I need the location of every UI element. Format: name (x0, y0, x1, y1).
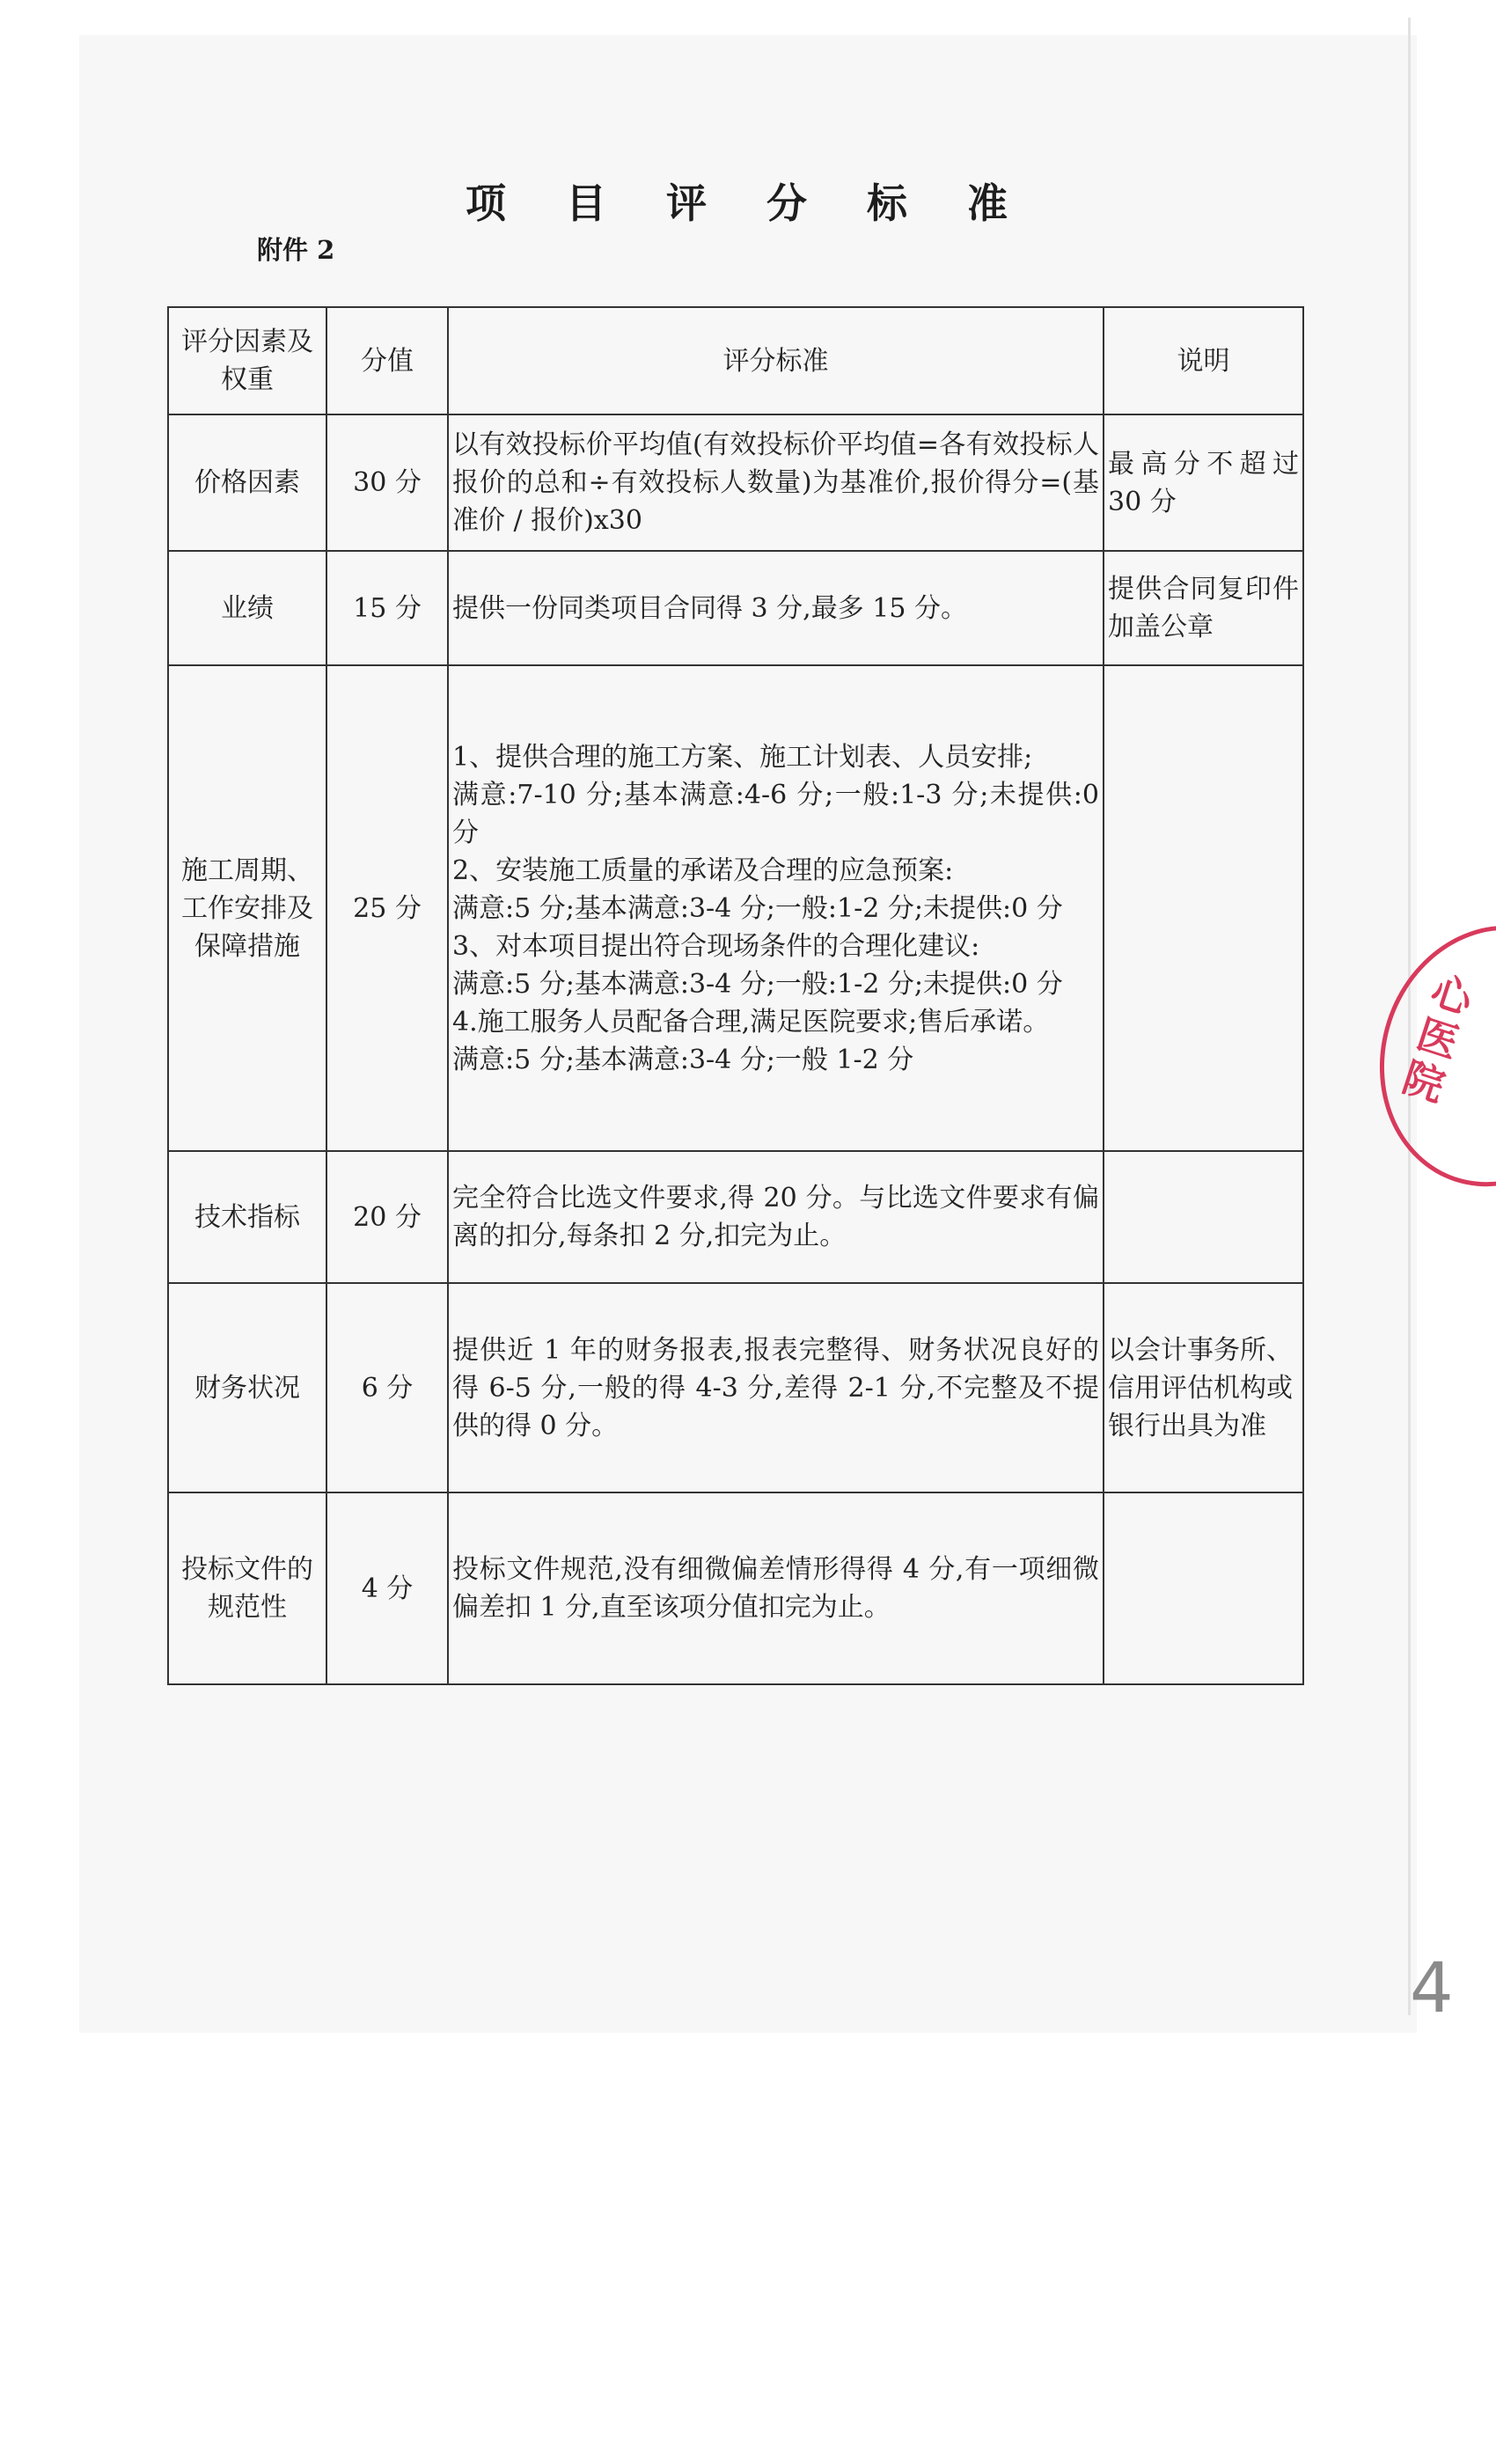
table-header-row (168, 307, 1303, 414)
header-note: 说明 (1104, 307, 1303, 414)
criteria-cell (448, 1492, 1104, 1684)
factor-cell: 投标文件的规范性 (168, 1492, 326, 1684)
header-score: 分值 (326, 307, 448, 414)
criteria-text: 提供一份同类项目合同得 3 分,最多 15 分。 (452, 592, 967, 624)
factor-cell: 价格因素 (168, 414, 326, 551)
criteria-line: 1、提供合理的施工方案、施工计划表、人员安排; (452, 741, 1033, 773)
header-criteria: 评分标准 (448, 307, 1104, 414)
factor-cell: 财务状况 (168, 1283, 326, 1492)
score-cell: 4 分 (326, 1492, 448, 1684)
criteria-line: 满意:7-10 分;基本满意:4-6 分;一般:1-3 分;未提供:0 分 (452, 779, 1099, 848)
note-cell (1104, 665, 1303, 1151)
note-cell: 最高分不超过 30 分 (1104, 414, 1303, 551)
criteria-line: 满意:5 分;基本满意:3-4 分;一般 1-2 分 (452, 1044, 914, 1075)
page-number: 4 (1410, 1949, 1454, 2028)
criteria-cell (448, 1283, 1104, 1492)
score-cell: 6 分 (326, 1283, 448, 1492)
attachment-label: 附件 2 (257, 235, 335, 265)
criteria-cell (448, 1151, 1104, 1283)
criteria-line: 3、对本项目提出符合现场条件的合理化建议: (452, 930, 980, 962)
criteria-text: 完全符合比选文件要求,得 20 分。与比选文件要求有偏离的扣分,每条扣 2 分,扣完为止。 (452, 1183, 1099, 1251)
note-cell (1104, 1151, 1303, 1283)
score-cell: 30 分 (326, 414, 448, 551)
table-row (168, 1492, 1303, 1684)
criteria-line: 满意:5 分;基本满意:3-4 分;一般:1-2 分;未提供:0 分 (452, 892, 1063, 924)
score-cell: 25 分 (326, 665, 448, 1151)
criteria-line: 4.施工服务人员配备合理,满足医院要求;售后承诺。 (452, 1006, 1050, 1038)
factor-cell: 施工周期、工作安排及保障措施 (168, 665, 326, 1151)
criteria-text: 以有效投标价平均值(有效投标价平均值=各有效投标人报价的总和÷有效投标人数量)为基准价,报价得分=(基准价 / 报价)x30 (452, 429, 1099, 536)
factor-cell: 技术指标 (168, 1151, 326, 1283)
score-cell: 20 分 (326, 1151, 448, 1283)
table-row (168, 414, 1303, 551)
note-cell: 以会计事务所、信用评估机构或银行出具为准 (1104, 1283, 1303, 1492)
table-row (168, 1283, 1303, 1492)
table-row (168, 551, 1303, 665)
factor-cell: 业绩 (168, 551, 326, 665)
criteria-line: 2、安装施工质量的承诺及合理的应急预案: (452, 854, 954, 886)
score-cell: 15 分 (326, 551, 448, 665)
table-row (168, 665, 1303, 1151)
table-row (168, 1151, 1303, 1283)
document-title: 项 目 评 分 标 准 (465, 180, 1031, 227)
note-cell (1104, 1492, 1303, 1684)
criteria-cell (448, 551, 1104, 665)
criteria-line: 满意:5 分;基本满意:3-4 分;一般:1-2 分;未提供:0 分 (452, 968, 1063, 1000)
note-cell: 提供合同复印件加盖公章 (1104, 551, 1303, 665)
criteria-text: 投标文件规范,没有细微偏差情形得得 4 分,有一项细微偏差扣 1 分,直至该项分值扣完为止。 (452, 1554, 1099, 1623)
seal-text: 心医院 (1390, 966, 1479, 1112)
criteria-text: 提供近 1 年的财务报表,报表完整得、财务状况良好的得 6-5 分,一般的得 4-3 分,差得 2-1 分,不完整及不提供的得 0 分。 (452, 1334, 1099, 1441)
scoring-criteria-table (167, 306, 1304, 1685)
header-factor: 评分因素及权重 (168, 307, 326, 414)
criteria-cell (448, 414, 1104, 551)
criteria-cell (448, 665, 1104, 1151)
